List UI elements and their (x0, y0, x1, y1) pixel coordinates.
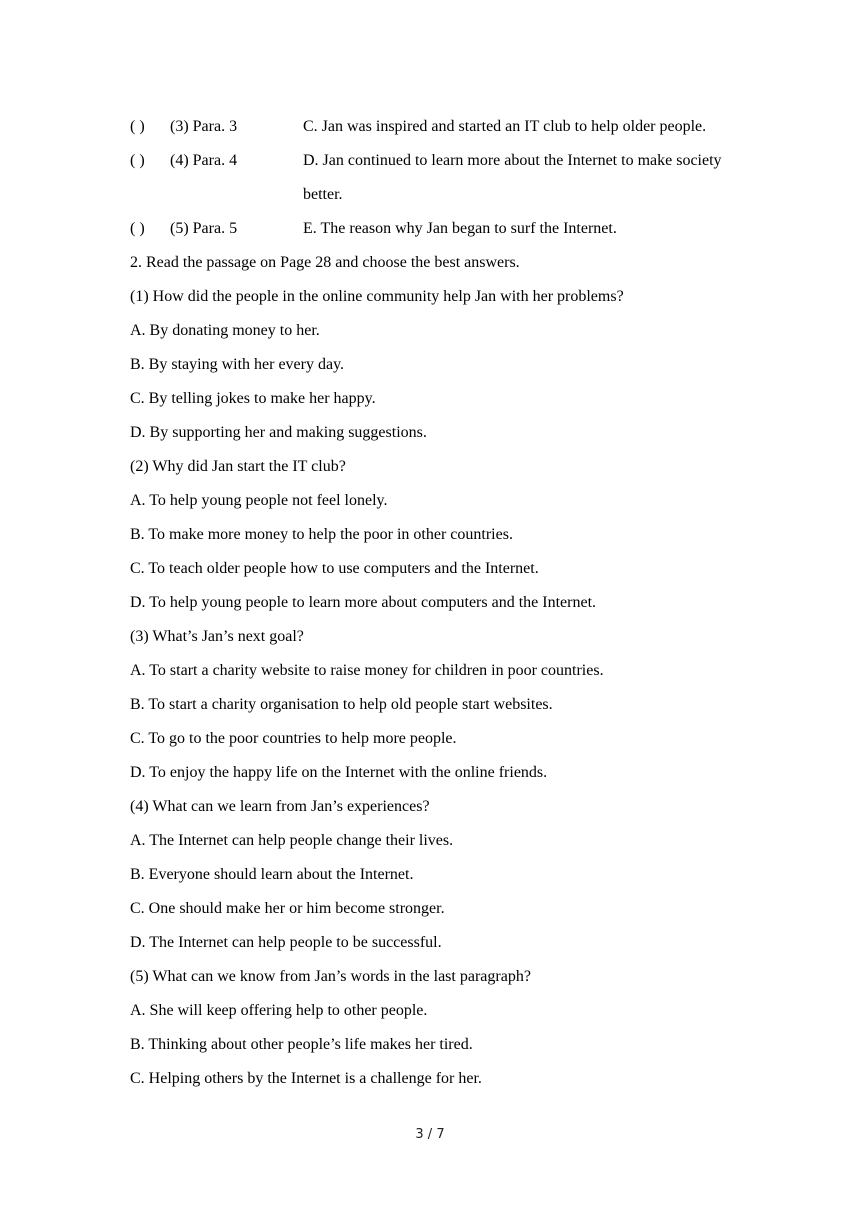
answer-option: B. Thinking about other people’s life makes her tired. (130, 1036, 473, 1053)
answer-option: A. She will keep offering help to other people. (130, 1002, 428, 1019)
answer-option: C. To go to the poor countries to help more people. (130, 730, 457, 747)
answer-blank: ( ) (130, 118, 145, 135)
matching-row (130, 144, 730, 212)
answer-option: A. The Internet can help people change their lives. (130, 832, 454, 849)
answer-option: B. Everyone should learn about the Internet. (130, 866, 414, 883)
question-block (130, 960, 730, 1096)
section-instruction: 2. Read the passage on Page 28 and choose the best answers. (130, 254, 520, 271)
answer-option: C. One should make her or him become stronger. (130, 900, 445, 917)
answer-option: B. By staying with her every day. (130, 356, 345, 373)
page-content (130, 110, 730, 1096)
question-block (130, 790, 730, 960)
matching-row (130, 212, 730, 246)
matching-row (130, 110, 730, 144)
question-text: (3) What’s Jan’s next goal? (130, 628, 304, 645)
matching-section (130, 110, 730, 246)
question-block (130, 280, 730, 450)
answer-option: C. By telling jokes to make her happy. (130, 390, 376, 407)
page-number: 3 / 7 (415, 1127, 445, 1142)
question-text: (4) What can we learn from Jan’s experiences? (130, 798, 430, 815)
question-text: (5) What can we know from Jan’s words in the last paragraph? (130, 968, 531, 985)
paragraph-label: (3) Para. 3 (170, 118, 238, 135)
question-text: (2) Why did Jan start the IT club? (130, 458, 346, 475)
answer-option: D. The Internet can help people to be successful. (130, 934, 442, 951)
answer-blank: ( ) (130, 220, 145, 237)
matching-option: E. The reason why Jan began to surf the Internet. (303, 220, 617, 237)
question-block (130, 450, 730, 620)
answer-option: A. To start a charity website to raise money for children in poor countries. (130, 662, 604, 679)
answer-option: C. Helping others by the Internet is a challenge for her. (130, 1070, 482, 1087)
answer-option: D. By supporting her and making suggestions. (130, 424, 427, 441)
matching-option: D. Jan continued to learn more about the Internet to make society better. (303, 152, 722, 203)
question-block (130, 620, 730, 790)
matching-option: C. Jan was inspired and started an IT club to help older people. (303, 118, 707, 135)
answer-option: A. By donating money to her. (130, 322, 320, 339)
answer-option: D. To enjoy the happy life on the Internet with the online friends. (130, 764, 548, 781)
answer-option: A. To help young people not feel lonely. (130, 492, 388, 509)
answer-option: C. To teach older people how to use computers and the Internet. (130, 560, 539, 577)
answer-option: D. To help young people to learn more about computers and the Internet. (130, 594, 597, 611)
answer-option: B. To start a charity organisation to help old people start websites. (130, 696, 553, 713)
answer-option: B. To make more money to help the poor in other countries. (130, 526, 513, 543)
answer-blank: ( ) (130, 152, 145, 169)
question-text: (1) How did the people in the online community help Jan with her problems? (130, 288, 624, 305)
paragraph-label: (5) Para. 5 (170, 220, 238, 237)
paragraph-label: (4) Para. 4 (170, 152, 238, 169)
